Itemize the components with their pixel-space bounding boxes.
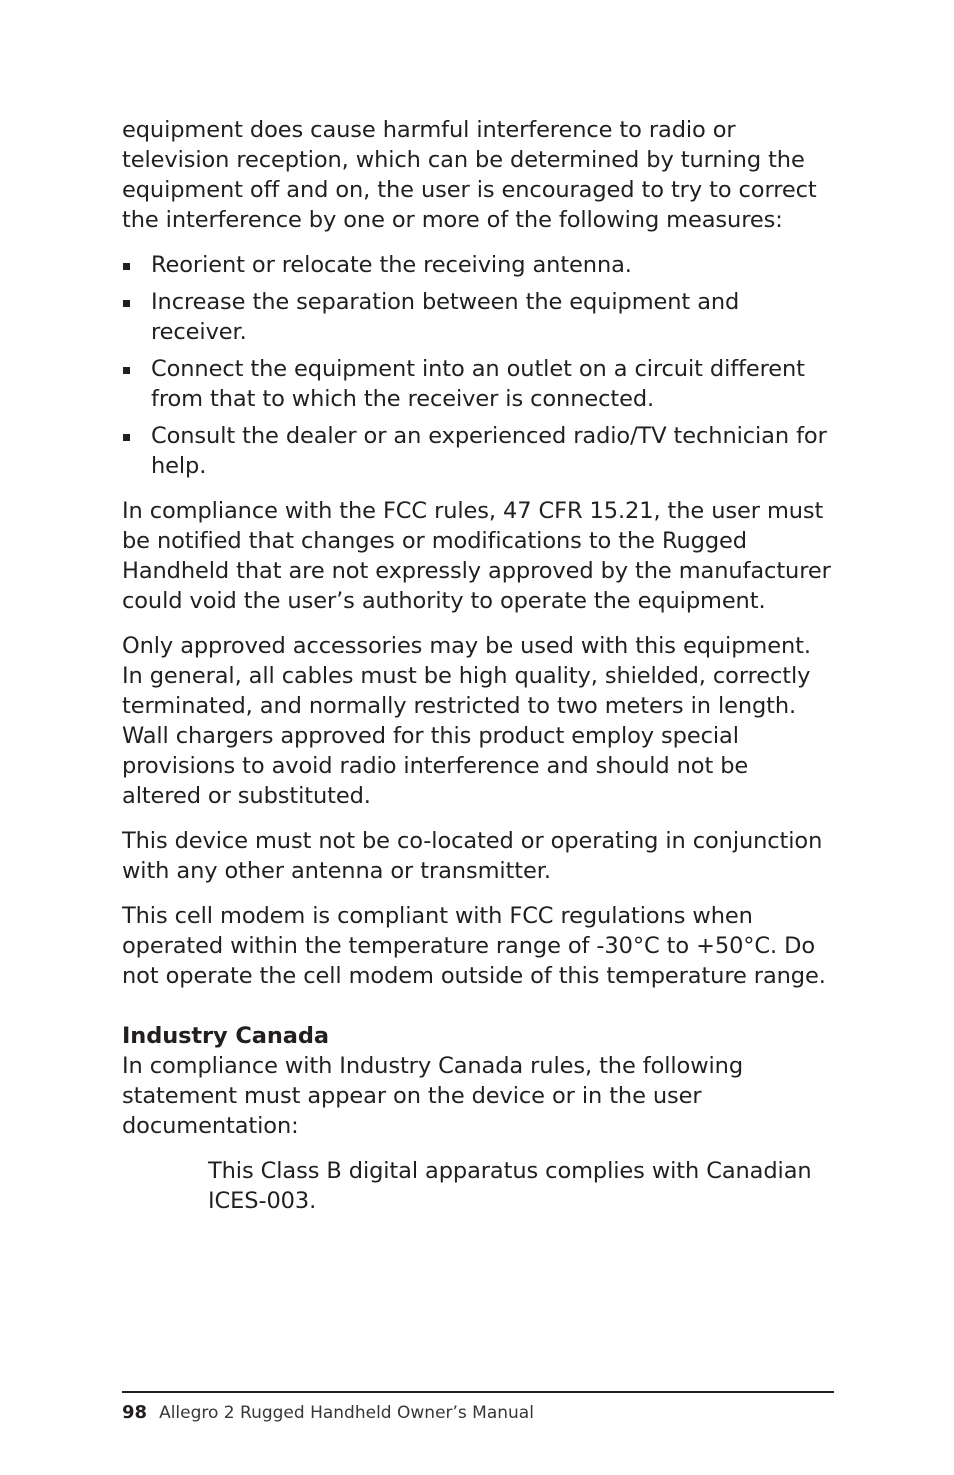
accessories-paragraph: Only approved accessories may be used with this equipment. In general, all cables must be high quality, shielded, correctly terminated, and normally restricted to two meters in length. Wall chargers approved for this product employ special provisions to avoid radio interference and should not be altered or substituted.: [122, 633, 811, 809]
square-bullet-icon: [123, 263, 130, 270]
list-item-text: Increase the separation between the equipment and receiver.: [151, 289, 740, 345]
list-item-text: Consult the dealer or an experienced radio/TV technician for help.: [151, 423, 827, 479]
list-item: [122, 250, 834, 280]
square-bullet-icon: [123, 300, 130, 307]
colocation-paragraph: This device must not be co-located or operating in conjunction with any other antenna or transmitter.: [122, 828, 823, 884]
section-heading-industry-canada: Industry Canada: [122, 1023, 329, 1049]
list-item: [122, 354, 834, 414]
measures-list: [122, 250, 834, 481]
list-item: [122, 287, 834, 347]
ices-statement: This Class B digital apparatus complies with Canadian ICES-003.: [208, 1158, 812, 1214]
fcc-compliance-paragraph: In compliance with the FCC rules, 47 CFR 15.21, the user must be notified that changes or modifications to the Rugged Handheld that are not expressly approved by the manufacturer could void the user’s authority to operate the equipment.: [122, 498, 831, 614]
page-body: [122, 115, 834, 1216]
industry-canada-paragraph: In compliance with Industry Canada rules, the following statement must appear on the device or in the user documentation:: [122, 1053, 744, 1139]
list-item-text: Connect the equipment into an outlet on a circuit different from that to which the receiver is connected.: [151, 356, 805, 412]
list-item: [122, 421, 834, 481]
page-footer: [122, 1391, 834, 1424]
page-number: 98: [122, 1402, 148, 1423]
intro-paragraph: equipment does cause harmful interference to radio or television reception, which can be determined by turning the equipment off and on, the user is encouraged to try to correct the interference by one or more of the following measures:: [122, 117, 817, 233]
manual-title: Allegro 2 Rugged Handheld Owner’s Manual: [159, 1403, 534, 1423]
square-bullet-icon: [123, 434, 130, 441]
temperature-paragraph: This cell modem is compliant with FCC regulations when operated within the temperature range of -30°C to +50°C. Do not operate the cell modem outside of this temperature range.: [122, 903, 826, 989]
square-bullet-icon: [123, 367, 130, 374]
list-item-text: Reorient or relocate the receiving antenna.: [151, 252, 632, 278]
